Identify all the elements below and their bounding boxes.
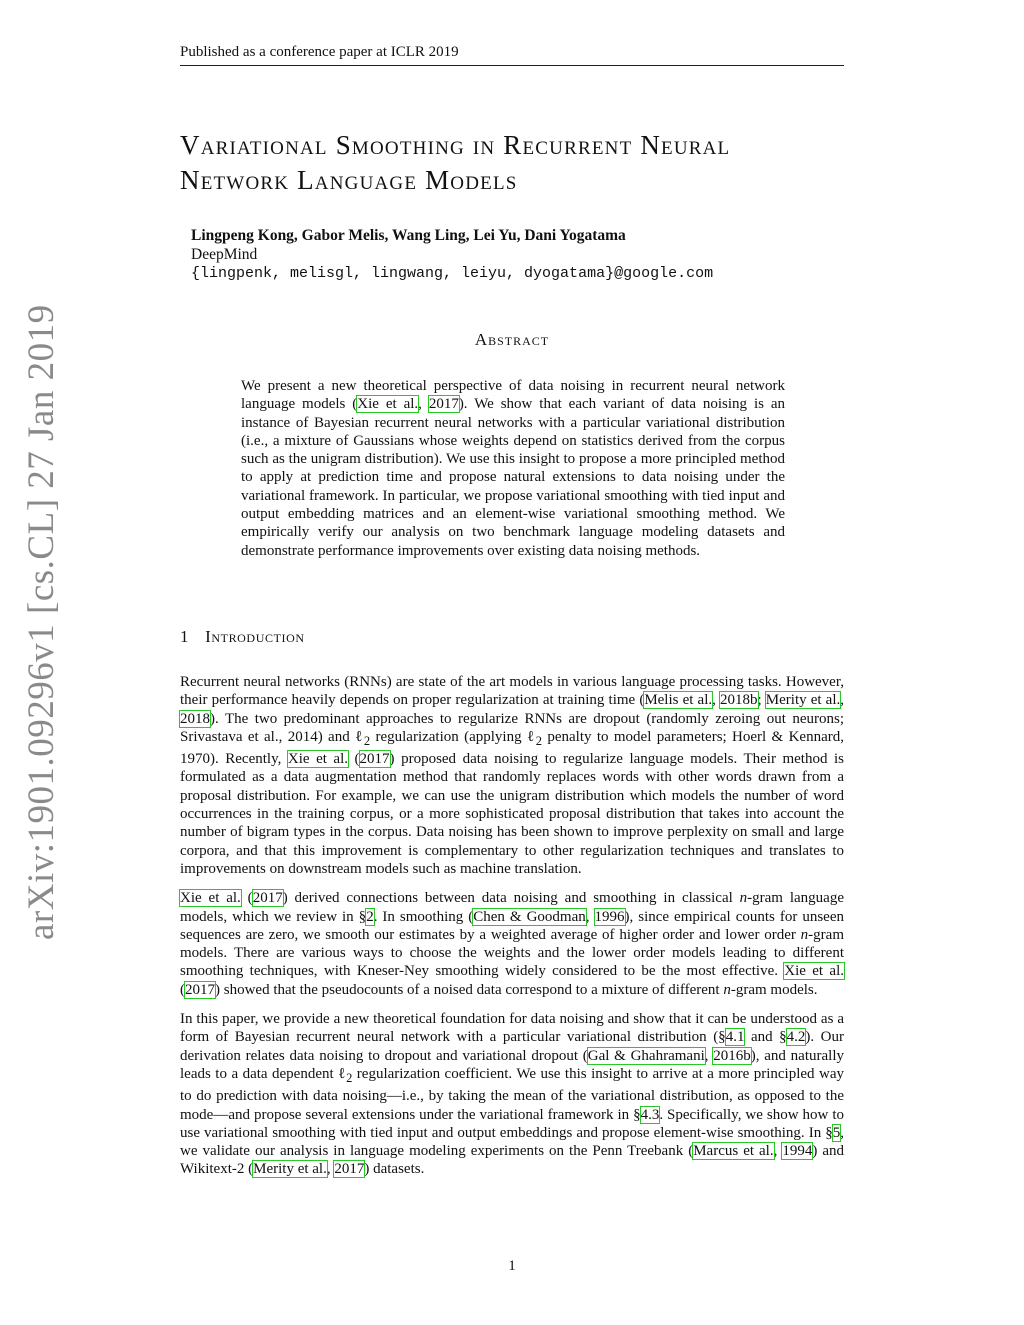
citation-link[interactable]: Xie et al. <box>180 890 241 907</box>
text-run: ) derived connections between data noising and smoothing in classical <box>282 890 740 907</box>
text-run: , <box>840 692 845 709</box>
paragraph-2 <box>180 889 844 999</box>
text-run: ( <box>348 751 360 768</box>
citation-link[interactable]: 2017 <box>252 890 283 907</box>
citation-link[interactable]: 2018 <box>180 710 210 727</box>
citation-link[interactable]: 2016b <box>713 1047 751 1064</box>
title-line-2: Network Language Models <box>180 165 518 195</box>
text-run: ( <box>240 890 253 907</box>
text-run: ) showed that the pseudocounts of a noised data correspond to a mixture of different <box>215 981 724 998</box>
citation-link[interactable]: 2017 <box>359 751 390 768</box>
text-run: -gram models. <box>730 981 818 998</box>
text-run: , <box>712 692 720 709</box>
subscript: 2 <box>535 733 542 748</box>
text-run: penalty to model parameters; Hoerl & Kennard, 1970). Recently, <box>180 728 844 768</box>
citation-link[interactable]: Melis et al. <box>644 692 713 709</box>
author-block <box>191 226 831 283</box>
section-link[interactable]: 2 <box>366 908 374 925</box>
section-link[interactable]: 4.1 <box>725 1029 745 1046</box>
author-names: Lingpeng Kong, Gabor Melis, Wang Ling, Lei Yu, Dani Yogatama <box>191 227 626 244</box>
text-run: , <box>418 396 429 413</box>
text-run: -gram models. There are various ways to choose the weights and the lower order models leading to different smoothing techniques, with Kneser-Ney smoothing widely considered to be the most effective. <box>180 926 844 980</box>
title-line-1: Variational Smoothing in Recurrent Neural <box>180 130 731 160</box>
text-run: regularization (applying ℓ <box>370 728 536 745</box>
math-variable: n <box>723 981 731 998</box>
citation-link[interactable]: 2017 <box>428 396 459 413</box>
text-run: ). We show that each variant of data noising is an instance of Bayesian recurrent neural networks with a particular variational distribution (i.e., a mixture of Gaussians whose weights depend on statistics derived from the corpus such as the unigram distribution). We use this insight to propose a more principled method to apply at prediction time and propose natural extensions to data noising under the variational framework. In particular, we propose variational smoothing with tied input and output embedding matrices and an element-wise variational smoothing method. We empirically verify our analysis on two benchmark language modeling datasets and demonstrate performance improvements over existing data noising methods. <box>241 396 786 559</box>
text-run: . Specifically, we show how to use variational smoothing with tied input and output embeddings and propose element-wise smoothing. In § <box>180 1106 844 1141</box>
subscript: 2 <box>346 1070 353 1085</box>
author-emails: {lingpenk, melisgl, lingwang, leiyu, dyogatama}@google.com <box>191 265 714 282</box>
text-run: ) proposed data noising to regularize language models. Their method is formulated as a data augmentation method that randomly replaces words with other words drawn from a proposal distribution. For example, we can use the unigram distribution which models the number of word occurrences in the training corpus, or a more sophisticated proposal distribution that takes into account the number of bigram types in the corpus. Data noising has been shown to improve perplexity on small and large corpora, and that this improvement is complementary to other regularization techniques and translates to improvements on downstream models such as machine translation. <box>180 751 845 877</box>
text-run: ) and Wikitext-2 ( <box>180 1143 845 1178</box>
text-run: , <box>585 908 595 925</box>
citation-link[interactable]: 2017 <box>185 981 215 998</box>
section-number: 1 <box>180 627 190 646</box>
text-run: ) datasets. <box>364 1161 425 1178</box>
text-run: In this paper, we provide a new theoretical foundation for data noising and show that it can be understood as a form of Bayesian recurrent neural network with a particular variational distribution (§ <box>180 1011 844 1046</box>
affiliation: DeepMind <box>191 246 258 263</box>
text-run: ( <box>180 981 185 998</box>
citation-link[interactable]: 2018b <box>720 692 758 709</box>
paper-title <box>180 128 850 198</box>
text-run: -gram language models, which we review in § <box>180 890 844 925</box>
citation-link[interactable]: Gal & Ghahramani <box>587 1047 705 1064</box>
section-link[interactable]: 4.2 <box>786 1029 806 1046</box>
citation-link[interactable]: Merity et al. <box>253 1161 327 1178</box>
paragraph-3 <box>180 1010 844 1179</box>
text-run: ), and naturally leads to a data dependent ℓ <box>180 1047 844 1082</box>
text-run: and § <box>744 1029 787 1046</box>
text-run: ), since empirical counts for unseen sequences are zero, we smooth our estimates by a weighted average of higher order and lower order <box>180 908 844 943</box>
arxiv-identifier-stamp: arXiv:1901.09296v1 [cs.CL] 27 Jan 2019 <box>21 304 62 940</box>
text-run: , <box>704 1047 714 1064</box>
paragraph-1 <box>180 673 844 878</box>
citation-link[interactable]: Xie et al. <box>287 751 349 768</box>
body-text <box>180 673 844 1190</box>
subscript: 2 <box>363 733 371 748</box>
citation-link[interactable]: Merity et al. <box>765 692 841 709</box>
page-number: 1 <box>508 1258 516 1274</box>
abstract-heading: Abstract <box>474 330 550 349</box>
citation-link[interactable]: 2017 <box>334 1161 365 1178</box>
section-heading <box>180 627 780 647</box>
text-run: ; <box>757 692 766 709</box>
text-run: ). The two predominant approaches to regularize RNNs are dropout (randomly zeroing out neurons; Srivastava et al., 2014) and ℓ <box>180 710 844 745</box>
conference-header: Published as a conference paper at ICLR 2019 <box>180 44 844 66</box>
section-link[interactable]: 5 <box>832 1124 841 1141</box>
citation-link[interactable]: Chen & Goodman <box>473 908 586 925</box>
math-variable: n <box>800 926 809 943</box>
text-run: , <box>326 1161 335 1178</box>
citation-link[interactable]: 1994 <box>782 1143 813 1160</box>
text-run: regularization coefficient. We use this insight to arrive at a more principled way to do prediction with data noising—i.e., by taking the mean of the variational distribution, as opposed to the mode—and propose several extensions under the variational framework in § <box>180 1065 844 1123</box>
text-run: , <box>773 1143 783 1160</box>
math-variable: n <box>739 890 748 907</box>
section-link[interactable]: 4.3 <box>640 1106 660 1123</box>
text-run: , we validate our analysis in language modeling experiments on the Penn Treebank ( <box>180 1124 844 1160</box>
citation-link[interactable]: Xie et al. <box>784 963 844 980</box>
citation-link[interactable]: Marcus et al. <box>693 1143 774 1160</box>
text-run: Recurrent neural networks (RNNs) are state of the art models in various language processing tasks. However, their performance heavily depends on proper regularization at training time ( <box>180 674 844 709</box>
citation-link[interactable]: 1996 <box>594 908 625 925</box>
section-title: Introduction <box>205 627 305 646</box>
text-run: We present a new theoretical perspective of data noising in recurrent neural network language models ( <box>241 378 785 413</box>
citation-link[interactable]: Xie et al. <box>357 396 419 413</box>
text-run: ). Our derivation relates data noising to dropout and variational dropout ( <box>180 1029 844 1064</box>
abstract-text <box>241 377 785 560</box>
text-run: . In smoothing ( <box>373 908 474 925</box>
